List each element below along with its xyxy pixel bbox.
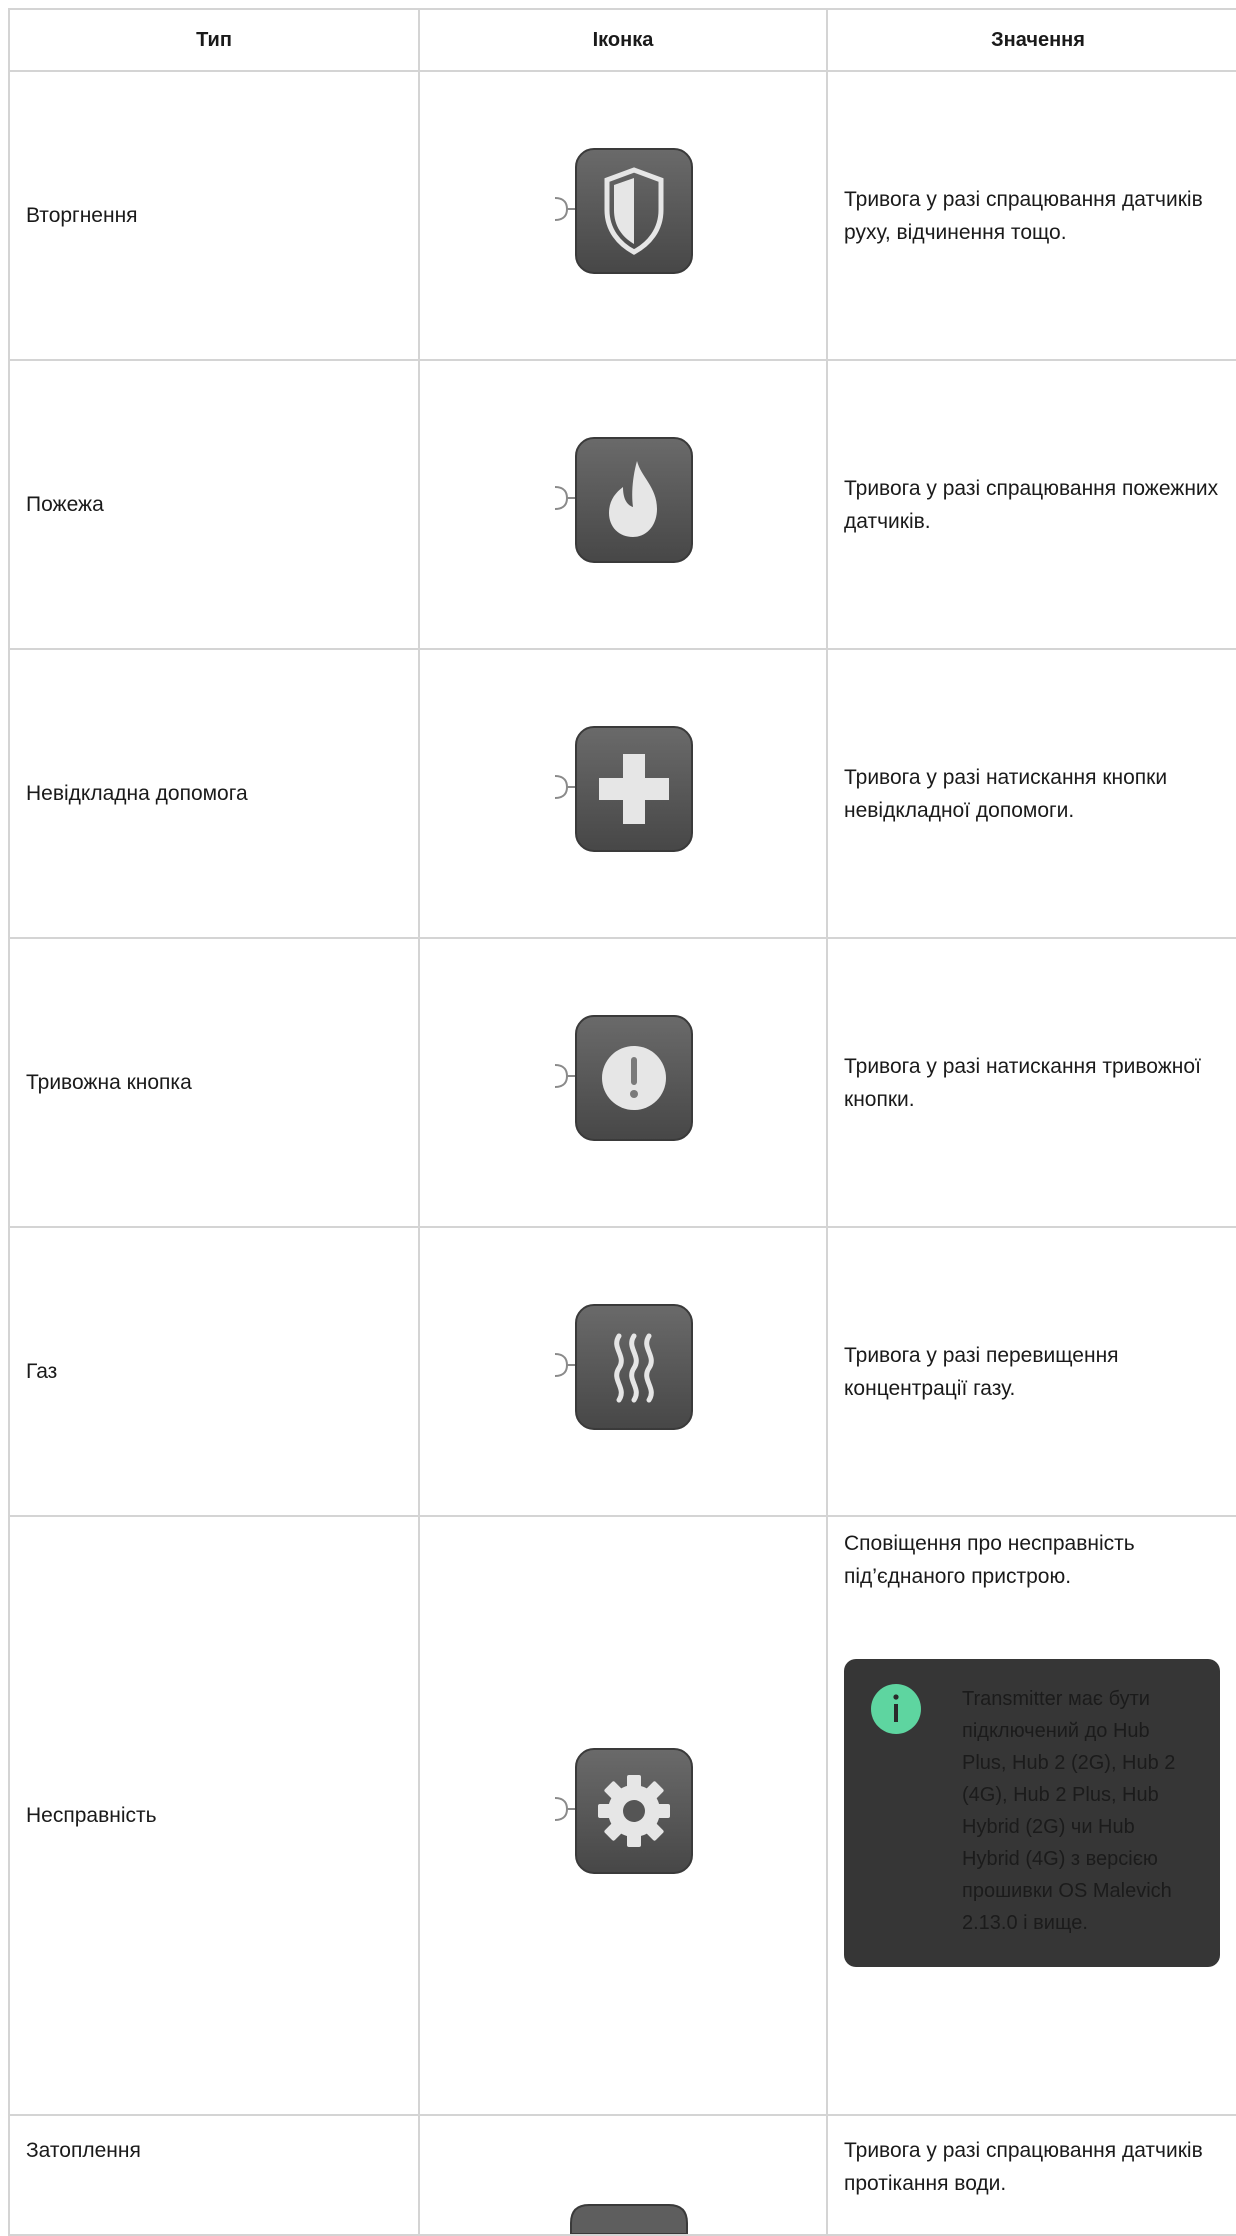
type-cell: Газ: [9, 1227, 419, 1516]
table-row: [9, 1227, 1236, 1516]
description-cell: Тривога у разі перевищення концентрації газу.: [827, 1227, 1236, 1516]
table-row: [9, 649, 1236, 938]
column-header-icon: Іконка: [419, 9, 827, 71]
description-cell: Тривога у разі натискання тривожної кнопки.: [827, 938, 1236, 1227]
table-row: [9, 1516, 1236, 2115]
note-text: Transmitter має бути підключений до Hub Plus, Hub 2 (2G), Hub 2 (4G), Hub 2 Plus, Hub Hybrid (2G) чи Hub Hybrid (4G) з версією прошивки OS Malevich 2.13.0 і вище.: [962, 1688, 1176, 1934]
description-cell: Тривога у разі спрацювання датчиків руху, відчинення тощо.: [827, 71, 1236, 360]
type-cell: Тривожна кнопка: [9, 938, 419, 1227]
column-header-type: Тип: [9, 9, 419, 71]
medical-cross-icon: [553, 726, 693, 852]
gas-icon: [553, 1304, 693, 1430]
water-icon: [420, 2204, 826, 2234]
description-cell: Тривога у разі натискання кнопки невідкладної допомоги.: [827, 649, 1236, 938]
table-row: [9, 360, 1236, 649]
description-cell: Сповіщення про несправність під’єднаного пристрою.: [844, 1532, 1135, 1588]
exclamation-icon: [553, 1015, 693, 1141]
type-cell: Пожежа: [9, 360, 419, 649]
type-cell: Вторгнення: [9, 71, 419, 360]
table-row: [9, 71, 1236, 360]
shield-icon: [553, 148, 693, 274]
info-icon: [870, 1683, 922, 1735]
type-cell: Невідкладна допомога: [9, 649, 419, 938]
description-cell: Тривога у разі спрацювання пожежних датчиків.: [827, 360, 1236, 649]
gear-icon: [553, 1748, 693, 1874]
fire-icon: [553, 437, 693, 563]
table-header-row: [9, 9, 1236, 71]
table-row: [9, 938, 1236, 1227]
description-cell: Тривога у разі спрацювання датчиків протікання води.: [827, 2115, 1236, 2235]
info-note: [844, 1659, 1220, 1967]
alarm-types-table: [8, 8, 1236, 2236]
column-header-meaning: Значення: [827, 9, 1236, 71]
table-row: [9, 2115, 1236, 2235]
type-cell: Затоплення: [9, 2115, 419, 2235]
type-cell: Несправність: [9, 1516, 419, 2115]
